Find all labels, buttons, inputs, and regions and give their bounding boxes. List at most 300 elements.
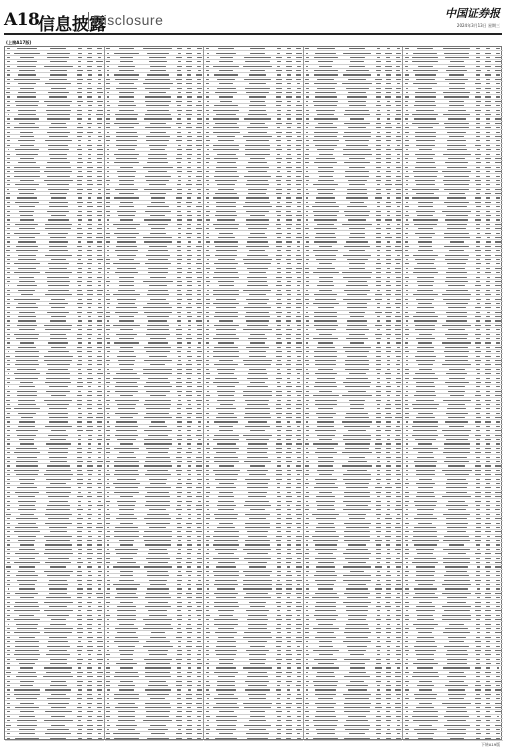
table-cell — [95, 166, 105, 169]
table-cell — [12, 258, 42, 261]
table-cell — [42, 100, 75, 103]
illegible-text-line — [18, 259, 36, 260]
table-cell — [95, 47, 105, 50]
illegible-text-line — [46, 378, 70, 379]
illegible-text-line — [14, 233, 40, 234]
table-cell — [95, 315, 105, 318]
illegible-text-line — [98, 303, 101, 304]
table-cell — [42, 73, 75, 76]
illegible-text-line — [18, 241, 36, 242]
illegible-text-line — [77, 364, 82, 365]
table-cell — [95, 218, 105, 221]
illegible-text-line — [47, 118, 70, 119]
table-cell — [95, 183, 105, 186]
table-cell — [42, 311, 75, 314]
illegible-text-line — [20, 158, 34, 159]
illegible-text-line — [7, 325, 10, 326]
table-cell — [75, 359, 85, 362]
illegible-text-line — [78, 356, 82, 357]
table-cell — [95, 148, 105, 151]
table-cell — [75, 363, 85, 366]
illegible-text-line — [7, 57, 10, 58]
table-cell — [12, 91, 42, 94]
illegible-text-line — [16, 246, 39, 247]
table-cell — [85, 87, 95, 90]
illegible-text-line — [7, 127, 10, 128]
illegible-text-line — [87, 303, 92, 304]
table-cell — [85, 376, 95, 379]
illegible-text-line — [88, 386, 91, 387]
table-cell — [75, 179, 85, 182]
illegible-text-line — [88, 246, 91, 247]
table-cell — [5, 236, 12, 239]
illegible-text-line — [8, 351, 10, 352]
illegible-text-line — [8, 373, 10, 374]
table-cell — [85, 319, 95, 322]
table-cell — [42, 218, 75, 221]
illegible-text-line — [98, 351, 101, 352]
table-cell — [85, 108, 95, 111]
illegible-text-line — [47, 364, 70, 365]
table-cell — [75, 258, 85, 261]
illegible-text-line — [47, 211, 69, 212]
illegible-text-line — [7, 228, 10, 229]
table-cell — [95, 113, 105, 116]
table-cell — [12, 161, 42, 164]
illegible-text-line — [88, 158, 91, 159]
illegible-text-line — [7, 303, 10, 304]
illegible-text-line — [97, 101, 103, 102]
illegible-text-line — [87, 211, 91, 212]
table-cell — [42, 376, 75, 379]
table-cell — [95, 201, 105, 204]
illegible-text-line — [7, 334, 10, 335]
table-cell — [5, 152, 12, 155]
illegible-text-line — [98, 140, 101, 141]
table-cell — [75, 205, 85, 208]
table-cell — [42, 240, 75, 243]
illegible-text-line — [21, 294, 34, 295]
illegible-text-line — [18, 290, 35, 291]
table-cell — [85, 104, 95, 107]
table-cell — [12, 174, 42, 177]
illegible-text-line — [77, 74, 83, 75]
illegible-text-line — [45, 255, 72, 256]
illegible-text-line — [48, 351, 69, 352]
illegible-text-line — [17, 66, 36, 67]
table-cell — [42, 135, 75, 138]
illegible-text-line — [87, 250, 92, 251]
table-cell — [42, 297, 75, 300]
table-cell — [95, 227, 105, 230]
illegible-text-line — [88, 118, 91, 119]
illegible-text-line — [77, 325, 82, 326]
table-cell — [42, 381, 75, 384]
illegible-text-line — [20, 57, 34, 58]
table-cell — [85, 170, 95, 173]
illegible-text-line — [88, 197, 92, 198]
illegible-text-line — [51, 347, 66, 348]
illegible-text-line — [98, 263, 101, 264]
illegible-text-line — [78, 154, 82, 155]
illegible-text-line — [98, 79, 102, 80]
illegible-text-line — [8, 386, 10, 387]
table-cell — [12, 214, 42, 217]
table-cell — [85, 350, 95, 353]
table-cell — [95, 117, 105, 120]
illegible-text-line — [50, 237, 66, 238]
table-cell — [42, 201, 75, 204]
table-cell — [5, 135, 12, 138]
table-cell — [85, 183, 95, 186]
table-cell — [95, 210, 105, 213]
illegible-text-line — [50, 48, 66, 49]
illegible-text-line — [87, 329, 92, 330]
table-cell — [12, 69, 42, 72]
illegible-text-line — [77, 255, 82, 256]
table-cell — [75, 280, 85, 283]
table-cell — [95, 324, 105, 327]
illegible-text-line — [77, 110, 82, 111]
table-cell — [75, 306, 85, 309]
table-cell — [42, 87, 75, 90]
table-cell — [42, 157, 75, 160]
illegible-text-line — [97, 356, 101, 357]
illegible-text-line — [18, 347, 35, 348]
table-cell — [75, 315, 85, 318]
table-cell — [75, 223, 85, 226]
table-cell — [85, 69, 95, 72]
table-cell — [42, 78, 75, 81]
illegible-text-line — [77, 193, 82, 194]
table-cell — [85, 381, 95, 384]
table-cell — [12, 372, 42, 375]
table-cell — [42, 293, 75, 296]
illegible-text-line — [78, 53, 82, 54]
illegible-text-line — [77, 281, 82, 282]
table-cell — [42, 130, 75, 133]
illegible-text-line — [77, 202, 83, 203]
table-cell — [75, 253, 85, 256]
illegible-text-line — [97, 338, 101, 339]
table-cell — [75, 376, 85, 379]
table-cell — [85, 253, 95, 256]
table-cell — [5, 258, 12, 261]
illegible-text-line — [50, 334, 66, 335]
table-cell — [5, 293, 12, 296]
table-cell — [12, 271, 42, 274]
illegible-text-line — [98, 132, 101, 133]
illegible-text-line — [87, 290, 93, 291]
illegible-text-line — [17, 197, 37, 198]
table-cell — [85, 262, 95, 265]
illegible-text-line — [97, 154, 103, 155]
illegible-text-line — [87, 281, 92, 282]
table-cell — [12, 196, 42, 199]
illegible-text-line — [87, 312, 92, 313]
illegible-text-line — [87, 79, 92, 80]
illegible-text-line — [19, 386, 34, 387]
table-cell — [5, 341, 12, 344]
table-cell — [75, 126, 85, 129]
table-cell — [5, 267, 12, 270]
table-cell — [12, 249, 42, 252]
table-cell — [85, 126, 95, 129]
table-cell — [42, 302, 75, 305]
illegible-text-line — [98, 70, 102, 71]
table-cell — [85, 231, 95, 234]
table-cell — [95, 328, 105, 331]
illegible-text-line — [51, 123, 65, 124]
illegible-text-line — [97, 206, 102, 207]
table-cell — [12, 78, 42, 81]
illegible-text-line — [97, 312, 103, 313]
illegible-text-line — [98, 378, 101, 379]
table-cell — [5, 122, 12, 125]
illegible-text-line — [88, 277, 92, 278]
illegible-text-line — [7, 378, 9, 379]
illegible-text-line — [15, 356, 39, 357]
illegible-text-line — [19, 211, 34, 212]
table-cell — [85, 240, 95, 243]
page-number: A18 — [4, 10, 39, 30]
illegible-text-line — [77, 351, 82, 352]
table-cell — [75, 139, 85, 142]
illegible-text-line — [88, 307, 91, 308]
illegible-text-line — [7, 206, 11, 207]
table-cell — [85, 179, 95, 182]
table-cell — [95, 196, 105, 199]
table-cell — [5, 130, 12, 133]
illegible-text-line — [78, 66, 82, 67]
illegible-text-line — [51, 316, 66, 317]
illegible-text-line — [78, 285, 81, 286]
illegible-text-line — [6, 250, 10, 251]
publication-date: 2024年3月13日 星期三 — [457, 23, 500, 29]
illegible-text-line — [87, 132, 93, 133]
illegible-text-line — [78, 96, 82, 97]
illegible-text-line — [7, 154, 10, 155]
illegible-text-line — [45, 228, 71, 229]
illegible-text-line — [7, 118, 10, 119]
table-cell — [85, 333, 95, 336]
table-cell — [5, 311, 12, 314]
illegible-text-line — [78, 211, 82, 212]
table-cell — [42, 82, 75, 85]
illegible-text-line — [45, 294, 72, 295]
illegible-text-line — [77, 386, 83, 387]
table-cell — [5, 188, 12, 191]
table-cell — [75, 157, 85, 160]
illegible-text-line — [96, 61, 102, 62]
illegible-text-line — [77, 233, 83, 234]
table-cell — [5, 100, 12, 103]
illegible-text-line — [77, 180, 82, 181]
illegible-text-line — [49, 303, 68, 304]
illegible-text-line — [7, 66, 9, 67]
illegible-text-line — [18, 92, 35, 93]
table-cell — [42, 258, 75, 261]
table-cell — [12, 56, 42, 59]
table-cell — [42, 372, 75, 375]
illegible-text-line — [97, 342, 101, 343]
table-cell — [5, 210, 12, 213]
table-cell — [95, 192, 105, 195]
table-cell — [75, 51, 85, 54]
table-cell — [75, 135, 85, 138]
illegible-text-line — [77, 79, 83, 80]
illegible-text-line — [50, 74, 67, 75]
illegible-text-line — [78, 277, 82, 278]
illegible-text-line — [47, 162, 70, 163]
illegible-text-line — [8, 285, 10, 286]
illegible-text-line — [45, 329, 71, 330]
table-cell — [75, 354, 85, 357]
illegible-text-line — [98, 299, 101, 300]
table-cell — [42, 253, 75, 256]
table-cell — [12, 223, 42, 226]
illegible-text-line — [87, 299, 92, 300]
illegible-text-line — [78, 61, 81, 62]
table-cell — [12, 381, 42, 384]
table-cell — [75, 60, 85, 63]
illegible-text-line — [87, 184, 93, 185]
table-cell — [5, 346, 12, 349]
illegible-text-line — [48, 92, 69, 93]
table-cell — [42, 280, 75, 283]
illegible-text-line — [77, 237, 82, 238]
illegible-text-line — [98, 382, 101, 383]
illegible-text-line — [7, 110, 9, 111]
table-cell — [5, 306, 12, 309]
illegible-text-line — [87, 206, 93, 207]
illegible-text-line — [98, 136, 102, 137]
illegible-text-line — [77, 382, 83, 383]
illegible-text-line — [47, 184, 69, 185]
illegible-text-line — [48, 290, 69, 291]
table-cell — [12, 341, 42, 344]
illegible-text-line — [6, 92, 10, 93]
table-cell — [95, 319, 105, 322]
illegible-text-line — [47, 312, 69, 313]
illegible-text-line — [88, 127, 92, 128]
illegible-text-line — [50, 338, 67, 339]
table-cell — [95, 368, 105, 371]
table-cell — [85, 82, 95, 85]
table-cell — [85, 201, 95, 204]
header-rule — [4, 33, 502, 35]
table-cell — [42, 91, 75, 94]
table-cell — [95, 122, 105, 125]
table-cell — [5, 302, 12, 305]
table-cell — [85, 306, 95, 309]
illegible-text-line — [78, 360, 82, 361]
table-cell — [5, 333, 12, 336]
table-cell — [12, 130, 42, 133]
illegible-text-line — [48, 189, 69, 190]
table-cell — [5, 376, 12, 379]
table-cell — [85, 271, 95, 274]
illegible-text-line — [78, 48, 82, 49]
table-cell — [12, 385, 42, 388]
table-cell — [5, 95, 12, 98]
table-cell — [75, 271, 85, 274]
table-cell — [75, 385, 85, 388]
illegible-text-line — [78, 299, 82, 300]
table-cell — [75, 69, 85, 72]
illegible-text-line — [88, 114, 91, 115]
illegible-text-line — [7, 263, 11, 264]
illegible-text-line — [51, 88, 66, 89]
illegible-text-line — [78, 320, 82, 321]
table-cell — [75, 73, 85, 76]
illegible-text-line — [88, 74, 92, 75]
table-cell — [42, 385, 75, 388]
illegible-text-line — [78, 88, 82, 89]
table-cell — [95, 100, 105, 103]
illegible-text-line — [78, 145, 81, 146]
illegible-text-line — [7, 176, 11, 177]
illegible-text-line — [98, 74, 102, 75]
illegible-text-line — [15, 202, 38, 203]
table-cell — [42, 126, 75, 129]
table-cell — [75, 240, 85, 243]
table-cell — [42, 60, 75, 63]
illegible-text-line — [97, 88, 102, 89]
table-cell — [5, 328, 12, 331]
illegible-text-line — [17, 96, 36, 97]
table-cell — [75, 56, 85, 59]
table-cell — [95, 359, 105, 362]
illegible-text-line — [7, 329, 10, 330]
table-cell — [12, 297, 42, 300]
illegible-text-line — [88, 356, 92, 357]
illegible-text-line — [77, 83, 82, 84]
table-cell — [5, 117, 12, 120]
table-cell — [75, 47, 85, 50]
table-cell — [42, 210, 75, 213]
table-cell — [95, 311, 105, 314]
table-cell — [12, 293, 42, 296]
illegible-text-line — [7, 347, 11, 348]
illegible-text-line — [78, 329, 82, 330]
table-cell — [95, 341, 105, 344]
illegible-text-line — [87, 241, 93, 242]
table-cell — [42, 328, 75, 331]
illegible-text-line — [78, 219, 82, 220]
illegible-text-line — [96, 237, 102, 238]
illegible-text-line — [97, 167, 102, 168]
illegible-text-line — [78, 105, 81, 106]
illegible-text-line — [77, 114, 81, 115]
illegible-text-line — [88, 83, 91, 84]
illegible-text-line — [47, 53, 70, 54]
table-cell — [75, 144, 85, 147]
illegible-text-line — [77, 127, 83, 128]
table-cell — [5, 113, 12, 116]
table-cell — [95, 253, 105, 256]
table-cell — [42, 359, 75, 362]
illegible-text-line — [88, 228, 92, 229]
table-cell — [75, 372, 85, 375]
table-cell — [75, 218, 85, 221]
illegible-text-line — [7, 294, 9, 295]
illegible-text-line — [48, 369, 68, 370]
illegible-text-line — [7, 123, 11, 124]
illegible-text-line — [77, 118, 82, 119]
illegible-text-line — [98, 268, 102, 269]
table-cell — [42, 341, 75, 344]
